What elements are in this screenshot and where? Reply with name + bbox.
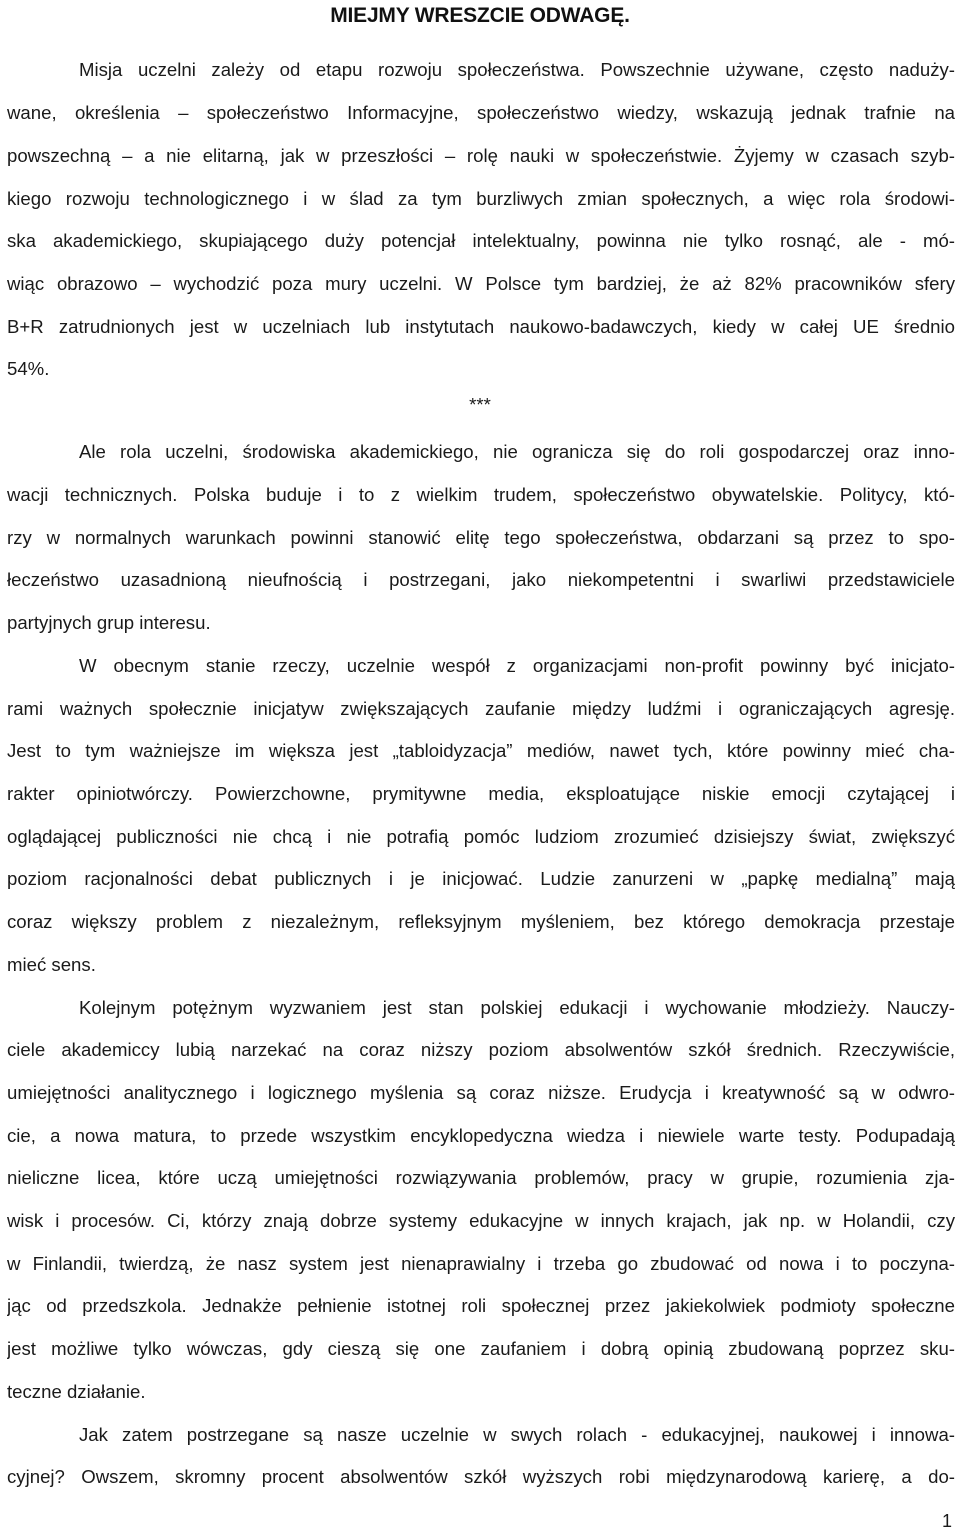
text-line: poziom racjonalności debat publicznych i je inicjować. Ludzie zanurzeni w „papkę medialną” mają: [7, 868, 955, 889]
text-line: powszechną – a nie elitarną, jak w przeszłości – rolę nauki w społeczeństwie. Żyjemy w czasach szyb-: [7, 145, 955, 166]
text-line: w Finlandii, twierdzą, że nasz system jest nienaprawialny i trzeba go zbudować od nowa i to poczyna-: [7, 1253, 955, 1274]
text-line: rakter opiniotwórczy. Powierzchowne, prymitywne media, eksploatujące niskie emocji czytającej i: [7, 783, 955, 804]
text-line: Kolejnym potężnym wyzwaniem jest stan polskiej edukacji i wychowanie młodzieży. Nauczy-: [79, 997, 955, 1018]
text-line: rami ważnych społecznie inicjatyw zwiększających zaufanie między ludźmi i ograniczających agresję.: [7, 698, 955, 719]
section-separator: ***: [469, 394, 491, 415]
text-line: teczne działanie.: [7, 1381, 146, 1402]
text-line: jąc od przedszkola. Jednakże pełnienie istotnej roli społecznej przez jakiekolwiek podmioty społeczne: [7, 1295, 955, 1316]
text-line: B+R zatrudnionych jest w uczelniach lub instytutach naukowo-badawczych, kiedy w całej UE średnio: [7, 316, 955, 337]
text-line: rzy w normalnych warunkach powinni stanowić elitę tego społeczeństwa, obdarzani są przez to spo-: [7, 527, 955, 548]
text-line: 54%.: [7, 358, 50, 379]
text-line: umiejętności analitycznego i logicznego myślenia są coraz niższe. Erudycja i kreatywność są w odwro-: [7, 1082, 955, 1103]
text-line: ska akademickiego, skupiającego duży potencjał intelektualny, powinna nie tylko rosnąć, ale - mó-: [7, 230, 955, 251]
text-line: coraz większy problem z niezależnym, refleksyjnym myśleniem, bez którego demokracja przestaje: [7, 911, 955, 932]
text-line: wiąc obrazowo – wychodzić poza mury uczelni. W Polsce tym bardziej, że aż 82% pracowników sfery: [7, 273, 955, 294]
text-line: wacji technicznych. Polska buduje i to z wielkim trudem, społeczeństwo obywatelskie. Politycy, któ-: [7, 484, 955, 505]
text-line: wisk i procesów. Ci, którzy znają dobrze systemy edukacyjne w innych krajach, jak np. w Holandii, czy: [7, 1210, 955, 1231]
text-line: cyjnej? Owszem, skromny procent absolwentów szkół wyższych robi międzynarodową karierę, a do-: [7, 1466, 955, 1487]
text-line: mieć sens.: [7, 954, 96, 975]
document-title: MIEJMY WRESZCIE ODWAGĘ.: [330, 4, 630, 27]
text-line: Jak zatem postrzegane są nasze uczelnie w swych rolach - edukacyjnej, naukowej i innowa-: [79, 1424, 955, 1445]
text-line: wane, określenia – społeczeństwo Informacyjne, społeczeństwo wiedzy, wskazują jednak trafnie na: [7, 102, 955, 123]
text-line: partyjnych grup interesu.: [7, 612, 211, 633]
text-line: Misja uczelni zależy od etapu rozwoju społeczeństwa. Powszechnie używane, często naduży-: [79, 59, 955, 80]
text-line: Ale rola uczelni, środowiska akademickiego, nie ogranicza się do roli gospodarczej oraz inno-: [79, 441, 955, 462]
text-line: nieliczne licea, które uczą umiejętności rozwiązywania problemów, pracy w grupie, rozumienia zja-: [7, 1167, 955, 1188]
text-line: oglądającej publiczności nie chcą i nie potrafią pomóc ludziom zrozumieć dzisiejszy świat, zwiększyć: [7, 826, 955, 847]
text-line: ciele akademiccy lubią narzekać na coraz niższy poziom absolwentów szkół średnich. Rzeczywiście,: [7, 1039, 955, 1060]
text-line: łeczeństwo uzasadnioną nieufnością i postrzegani, jako niekompetentni i swarliwi przedstawiciele: [7, 569, 955, 590]
text-line: Jest to tym ważniejsze im większa jest „tabloidyzacja” mediów, nawet tych, które powinny mieć cha-: [7, 740, 955, 761]
text-line: W obecnym stanie rzeczy, uczelnie wespół z organizacjami non-profit powinny być inicjato-: [79, 655, 955, 676]
text-line: cie, a nowa matura, to przede wszystkim encyklopedyczna wiedza i niewiele warte testy. Podupadają: [7, 1125, 955, 1146]
page-number: 1: [941, 1511, 952, 1531]
text-line: jest możliwe tylko wówczas, gdy cieszą się one zaufaniem i dobrą opinią zbudowaną poprzez sku-: [7, 1338, 955, 1359]
text-line: kiego rozwoju technologicznego i w ślad za tym burzliwych zmian społecznych, a więc rola środowi-: [7, 188, 955, 209]
